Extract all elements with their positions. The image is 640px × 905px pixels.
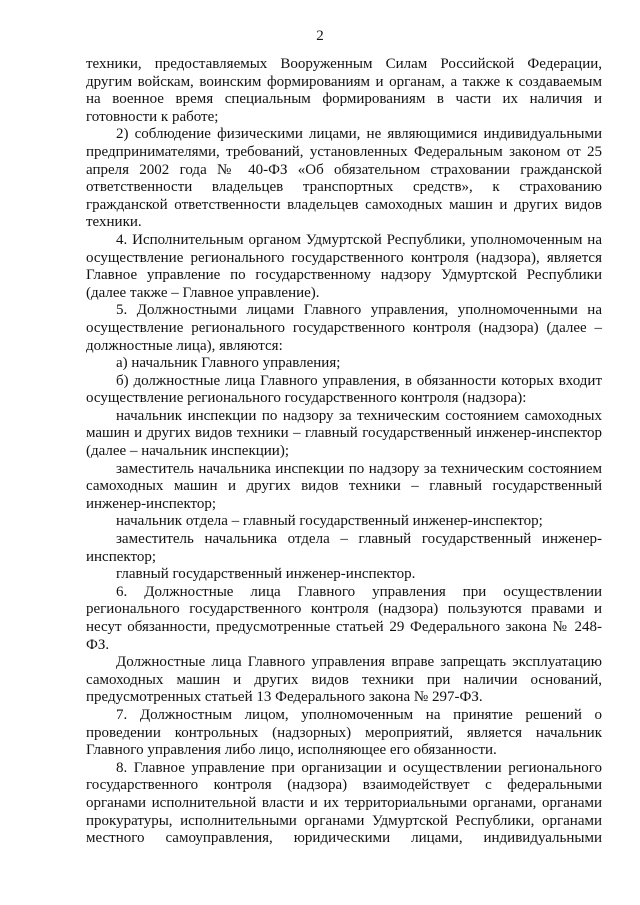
paragraph-continuation: техники, предоставляемых Вооруженным Силам Российской Федерации, другим войскам, воинским формированиям и органам, а также к создаваемым на военное время специальным формированиям в части их наличия и готовности к работе; bbox=[86, 56, 602, 125]
paragraph-position-inspection-deputy: заместитель начальника инспекции по надзору за техническим состоянием самоходных машин и других видов техники – главный государственный инженер-инспектор; bbox=[86, 460, 602, 512]
paragraph-position-inspection-head: начальник инспекции по надзору за техническим состоянием самоходных машин и других видов техники – главный государственный инженер-инспектор (далее – начальник инспекции); bbox=[86, 407, 602, 460]
paragraph-clause-4: 4. Исполнительным органом Удмуртской Республики, уполномоченным на осуществление регионального государственного контроля (надзора), является Главное управление по государственному надзору Удмуртской Республики (далее также – Главное управление). bbox=[86, 231, 602, 301]
paragraph-clause-7: 7. Должностным лицом, уполномоченным на принятие решений о проведении контрольных (надзорных) мероприятий, является начальник Главного управления либо лицо, исполняющее его обязанности. bbox=[86, 706, 602, 759]
paragraph-position-department-deputy: заместитель начальника отдела – главный государственный инженер-инспектор; bbox=[86, 531, 602, 565]
paragraph-subitem-b: б) должностные лица Главного управления, в обязанности которых входит осуществление регионального государственного контроля (надзора): bbox=[86, 372, 602, 407]
paragraph-item-2: 2) соблюдение физическими лицами, не являющимися индивидуальными предпринимателями, требований, установленных Федеральным законом от 25 апреля 2002 года № 40-ФЗ «Об обязательном страховании гражданской ответственности владельцев транспортных средств», к страхованию гражданской ответственности владельцев самоходных машин и других видов техники. bbox=[86, 126, 602, 231]
document-body bbox=[86, 56, 602, 848]
page-number: 2 bbox=[316, 28, 324, 44]
paragraph-clause-6: 6. Должностные лица Главного управления при осуществлении регионального государственного контроля (надзора) пользуются правами и несут обязанности, предусмотренные статьей 29 Федерального закона № 248-ФЗ. bbox=[86, 583, 602, 653]
paragraph-clause-5: 5. Должностными лицами Главного управления, уполномоченными на осуществление регионального государственного контроля (надзора) (далее – должностные лица), являются: bbox=[86, 302, 602, 354]
paragraph-clause-6-prohibition: Должностные лица Главного управления вправе запрещать эксплуатацию самоходных машин и других видов техники при наличии оснований, предусмотренных статьей 13 Федерального закона № 297-ФЗ. bbox=[86, 654, 602, 706]
paragraph-position-department-head: начальник отдела – главный государственный инженер-инспектор; bbox=[116, 513, 543, 530]
paragraph-clause-8: 8. Главное управление при организации и осуществлении регионального государственного контроля (надзора) взаимодействует с федеральными органами исполнительной власти и их территориальными органами, органами прокуратуры, исполнительными органами Удмуртской Республики, органами местного самоуправления, юридическими лицами, индивидуальными bbox=[86, 759, 602, 847]
paragraph-position-chief-inspector: главный государственный инженер-инспектор. bbox=[116, 566, 416, 583]
paragraph-subitem-a: а) начальник Главного управления; bbox=[116, 355, 341, 372]
